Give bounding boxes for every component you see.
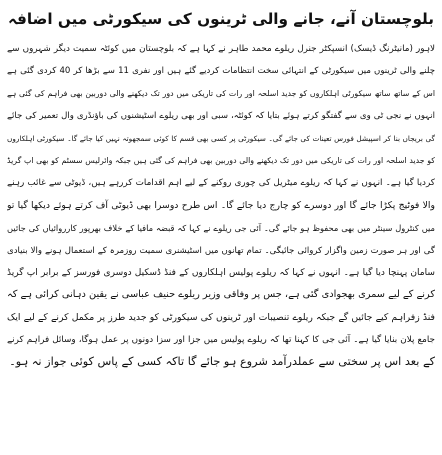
- article-line: فنڈ زفراہم کیے جائیں گے جبکہ ریلوے تنصیبات اور ٹرینوں کی سیکورٹی کو جدید طرز پر مکمل کرنے کے لیے ایک: [7, 311, 435, 323]
- article-line: والا فوٹیج پکڑا جائے گا اور دوسرے کو چارج دیا جائے گا۔ اس طرح دوسرا بھی ڈیوٹی آف کرتے ہوئے دیکھا گیا تو: [7, 199, 435, 211]
- headline: بلوچستان آنے، جانے والی ٹرینوں کی سیکورٹی میں اضافہ: [7, 10, 434, 28]
- article-body: [7, 38, 435, 374]
- article-line: کرنے کے لیے سمری بھجوادی گئی ہے، جس پر وفاقی وزیر ریلوے حنیف عباسی نے یقین دہانی کرائی ہے کہ: [7, 289, 435, 301]
- article-line: اس کے ساتھ ساتھ سیکورٹی اہلکاروں کو جدید اسلحہ اور رات کی تاریکی میں دور تک دیکھنے والی دوربین بھی فراہم کی گئی ہے: [7, 88, 435, 98]
- article-line: کو جدید اسلحہ اور رات کی تاریکی میں دور تک دیکھنے والی دوربین بھی فراہم کی گئی ہیں جبکہ وائرلیس سسٹم کو بھی اپ گریڈ: [7, 155, 435, 165]
- article-line: چلنے والی ٹرینوں میں سیکورٹی کے انتہائی سخت انتظامات کردیے گئے ہیں اور نفری 11 سے بڑھا کر 40 کردی گئی ہے: [7, 66, 435, 77]
- article-line: انہوں نے نجی ٹی وی سے گفتگو کرتے ہوئے بتایا کہ کوئٹہ، سبی اور بھی ریلوے اسٹیشنوں کی باؤنڈری وال تعمیر کی جائے: [7, 111, 435, 122]
- article-line: گی بریجاں بنا کر اسپیشل فورس تعینات کی جائے گی۔ سیکورٹی پر کسی بھی قسم کا کوئی سمجھوتہ نہیں کیا جائے گا۔ سیکورٹی اہلکاروں: [7, 133, 435, 143]
- article-line: گی اور ہر صورت زمین واگزار کروائی جائیگی۔ تمام تھانوں میں اسٹیشنری سمیت روزمرہ کے استعمال ہونے والا بنیادی: [7, 245, 435, 256]
- article-line: لاہور (مانیٹرنگ ڈیسک) انسپکٹر جنرل ریلوے محمد طاہر نے کہا ہے کہ بلوچستان میں کوئٹہ سمیت دیگر شہروں سے: [7, 44, 435, 54]
- article-line: کے بعد اس پر سختی سے عملدرآمد شروع ہو جائے گا تاکہ کسی کے پاس کوئی جواز نہ ہو۔: [9, 355, 435, 369]
- article-line: سامان پہنچا دیا گیا ہے۔ انہوں نے کہا کہ ریلوے پولیس اہلکاروں کے فنڈ ڈسکیل دوسری فورسز کے برابر اپ گریڈ: [7, 267, 435, 278]
- article-line: جامع پلان بنایا گیا ہے۔ آئی جی کا کہنا تھا کہ ریلوے پولیس میں جزا اور سزا دونوں پر عمل ہوگا، وسائل فراہم کرنے: [7, 335, 435, 346]
- article-line: کردیا گیا ہے۔ انہوں نے کہا کہ ریلوے میٹریل کی چوری روکنے کے لیے اہم اقدامات کررہے ہیں، ڈیوٹی سے غائب رہنے: [7, 178, 435, 189]
- article-line: میں کنٹرول سینٹر میں بھی محفوظ ہو جائے گی۔ آئی جی ریلوے نے کہا کہ قبضہ مافیا کے خلاف بھرپور کارروائیاں کی جائیں: [7, 223, 435, 234]
